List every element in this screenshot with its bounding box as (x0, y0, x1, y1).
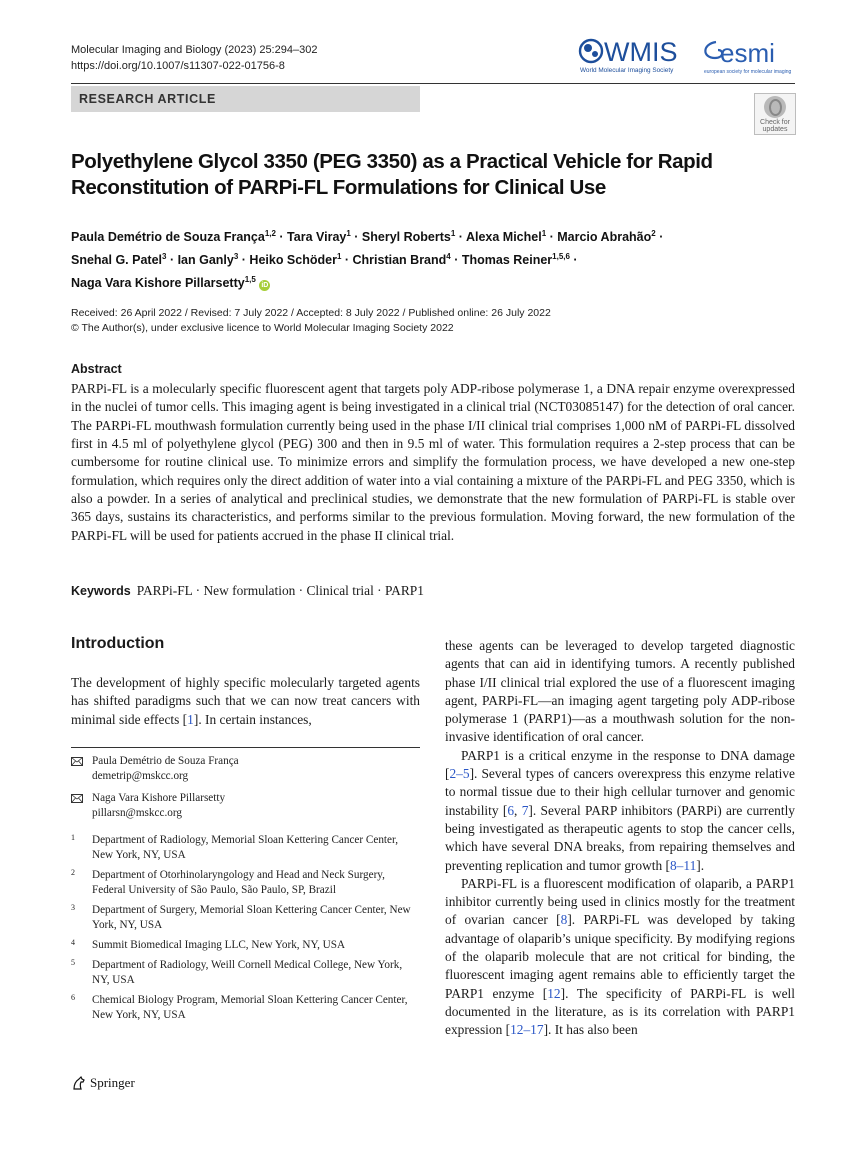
check-for-updates-button[interactable] (754, 93, 796, 135)
author-affiliation: 2 (651, 229, 656, 238)
title-line-2: Reconstitution of PARPi-FL Formulations for Clinical Use (71, 176, 606, 199)
author-affiliation: 3 (233, 252, 239, 262)
abstract-heading: Abstract (71, 362, 122, 376)
affiliation (71, 833, 420, 863)
author-name[interactable]: Sheryl Roberts (361, 230, 451, 245)
contact-email[interactable]: demetrip@mskcc.org (92, 770, 189, 782)
keywords-label: Keywords (71, 584, 131, 598)
citation-link[interactable]: 2–5 (449, 766, 470, 782)
author-list (71, 224, 795, 293)
affiliation-text: Department of Otorhinolaryngology and Head and Neck Surgery, Federal University of São Paulo, São Paulo, SP, Brazil (92, 869, 385, 896)
left-column-text (71, 674, 420, 729)
author-affiliation: 1 (541, 229, 547, 238)
citation-link[interactable]: 12–17 (510, 1022, 544, 1038)
introduction-heading: Introduction (71, 635, 165, 652)
contact-name: Naga Vara Kishore Pillarsetty (92, 792, 226, 804)
publisher-footer (71, 1075, 135, 1091)
affiliation-number: 5 (71, 958, 75, 967)
orcid-icon[interactable]: iD (261, 282, 269, 290)
author-affiliation: 1 (450, 229, 456, 238)
doi-link[interactable]: https://doi.org/10.1007/s11307-022-01756-8 (71, 60, 285, 72)
author-name[interactable]: Tara Viray (287, 230, 347, 245)
envelope-icon (71, 757, 83, 766)
affiliation-text: Department of Radiology, Memorial Sloan Kettering Cancer Center, New York, NY, USA (92, 834, 399, 861)
affiliation-number: 3 (71, 903, 75, 912)
affiliation-number: 1 (71, 833, 75, 842)
check-updates-label: Check for updates (760, 119, 790, 133)
author-affiliation: 1,2 (264, 229, 276, 238)
footnote-rule (71, 747, 420, 748)
affiliation (71, 993, 420, 1023)
dates-line: Received: 26 April 2022 / Revised: 7 July 2022 / Accepted: 8 July 2022 / Published online: 26 July 2022 (71, 307, 551, 319)
keywords-text: PARPi-FL · New formulation · Clinical trial · PARP1 (136, 583, 424, 598)
author-line-2: Snehal G. Patel$^3$ · Ian Ganly$^3$ · Heiko Schöder$^1$ · Christian Brand$^4$ · Thomas Reiner$^{1,5,6}$ · (71, 252, 578, 268)
right-column-text (445, 637, 795, 1040)
affiliation-text: Department of Radiology, Weill Cornell Medical College, New York, NY, USA (92, 959, 403, 986)
copyright-line: © The Author(s), under exclusive licence to World Molecular Imaging Society 2022 (71, 322, 454, 334)
contact-name: Paula Demétrio de Souza França (92, 755, 239, 767)
author-affiliation: 3 (162, 252, 167, 262)
author-name[interactable]: Christian Brand (352, 253, 447, 268)
paragraph: The development of highly specific molecularly targeted agents has shifted paradigms such that we can now treat cancers with minimal side effects [1]. In certain instances, (71, 675, 420, 727)
affiliation-text: Department of Surgery, Memorial Sloan Kettering Cancer Center, New York, NY, USA (92, 904, 411, 931)
esmi-logo-text: esmi (720, 38, 775, 68)
wmis-subtitle: World Molecular Imaging Society (580, 67, 674, 74)
author-affiliation: 1 (336, 252, 342, 262)
author-name[interactable]: Snehal G. Patel (71, 253, 163, 268)
journal-citation: Molecular Imaging and Biology (2023) 25:294–302 (71, 44, 318, 56)
citation-link[interactable]: 12 (547, 985, 561, 1001)
article-type-label: RESEARCH ARTICLE (71, 86, 420, 112)
citation-link[interactable]: 8–11 (669, 857, 697, 873)
wmis-logo (580, 37, 678, 74)
author-line-3 (71, 270, 795, 293)
society-logos (578, 36, 795, 78)
affiliation (71, 903, 420, 933)
paragraph: PARPi-FL is a fluorescent modification of olaparib, a PARP1 inhibitor currently being used in clinics mostly for the treatment of ovarian cancer [8]. PARPi-FL was developed by taking advantage of olaparib’s unique specificity. By modifying regions of the olaparib molecule that are not critical for binding, the fluorescent imaging agent remains able to efficiently target the PARP1 enzyme [12]. The specificity of PARPi-FL is well documented in the literature, as is its correlation with PARP1 expression [12–17]. It has also been (445, 875, 795, 1038)
article-title (71, 149, 771, 201)
corresponding-author (71, 791, 420, 821)
corresponding-author (71, 754, 420, 784)
footnotes (71, 754, 420, 1028)
affiliation-text: Chemical Biology Program, Memorial Sloan Kettering Cancer Center, New York, NY, USA (92, 994, 408, 1021)
title-line-1: Polyethylene Glycol 3350 (PEG 3350) as a Practical Vehicle for Rapid (71, 150, 713, 173)
keywords (71, 583, 795, 599)
author-name[interactable]: Naga Vara Kishore Pillarsetty (71, 276, 245, 291)
esmi-logo (704, 38, 791, 75)
paragraph: these agents can be leveraged to develop targeted diagnostic agents that can aid in identifying tumors. A recently published phase I/II clinical trial explored the use of a fluorescent imaging agent, PARPi-FL—an imaging agent targeting poly ADP-ribose polymerase 1 (PARP1)—as a mouthwash solution for the non-invasive identification of oral cancer. (445, 638, 795, 745)
publication-dates (71, 306, 795, 336)
affiliation-number: 4 (71, 938, 75, 947)
affiliation (71, 958, 420, 988)
author-name[interactable]: Marcio Abrahão (557, 230, 652, 245)
author-line-1: Paula Demétrio de Souza França$^{1,2}$ · Tara Viray$^1$ · Sheryl Roberts$^1$ · Alexa Michel$^1$ · Marcio Abrahão$^2$ · (71, 229, 664, 245)
affiliation-text: Summit Biomedical Imaging LLC, New York, NY, USA (92, 939, 346, 951)
author-affiliation: 1,5,6 (552, 252, 570, 262)
author-affiliation: 4 (446, 252, 451, 262)
author-name[interactable]: Alexa Michel (465, 230, 542, 245)
author-name[interactable]: Thomas Reiner (461, 253, 553, 268)
citation-link[interactable]: 7 (521, 802, 529, 818)
header-rule (71, 83, 795, 84)
envelope-icon (71, 794, 83, 803)
journal-header (71, 42, 491, 74)
affiliation (71, 868, 420, 898)
citation-link[interactable]: 1 (187, 711, 194, 727)
esmi-subtitle: european society for molecular imaging (704, 69, 792, 75)
publisher-name: Springer (90, 1075, 135, 1090)
abstract-text: PARPi-FL is a molecularly specific fluorescent agent that targets poly ADP-ribose polymerase 1, a DNA repair enzyme overexpressed in the nuclei of tumor cells. This imaging agent is being investigated in a clinical trial (NCT03085147) for the detection of oral cancer. The PARPi-FL mouthwash formulation currently being used in the phase I/II clinical trial comprises 1,000 nM of PARPi-FL dissolved first in 4.5 ml of polyethylene glycol (PEG) 300 and then in 9.5 ml of water. This formulation requires a 2-step process that can be cumbersome for routine clinical use. To minimize errors and simplify the formulation process, we have developed a new one-step formulation, which requires only the direct addition of water into a vial containing a mixture of the PARPi-FL and PEG 3350, which is also a powder. In a series of analytical and preclinical studies, we demonstrate that the new formulation of PARPi-FL is stable over 365 days, sustains its characteristics, and performs similar to the previous formulation. Moving forward, the new formulation of the PARPi-FL will be used for patients accrued in the phase II clinical trial. (71, 381, 795, 543)
author-affiliation: 1,5 (244, 275, 256, 285)
affiliation-number: 6 (71, 993, 75, 1002)
affiliation (71, 938, 420, 953)
author-affiliation: 1 (346, 229, 351, 238)
paragraph: PARP1 is a critical enzyme in the response to DNA damage [2–5]. Several types of cancers overexpress this enzyme relative to normal tissue due to their high cellular turnover and genomic instability [6, 7]. Several PARP inhibitors (PARPi) are currently being investigated as therapeutic agents to stop the cancer cells, which have several DNA breaks, from repairing themselves and preventing replication and tumor growth [8–11]. (445, 747, 795, 873)
author-name[interactable]: Heiko Schöder (249, 253, 337, 268)
author-name[interactable]: Ian Ganly (177, 253, 234, 268)
bookmark-icon (764, 96, 786, 118)
springer-horse-icon (71, 1075, 87, 1091)
affiliation-number: 2 (71, 868, 75, 877)
citation-link[interactable]: 8 (560, 912, 568, 928)
citation-link[interactable]: 6 (507, 802, 515, 818)
author-name[interactable]: Paula Demétrio de Souza França (71, 230, 265, 245)
contact-email[interactable]: pillarsn@mskcc.org (92, 807, 182, 819)
wmis-logo-text: WMIS (604, 37, 678, 67)
